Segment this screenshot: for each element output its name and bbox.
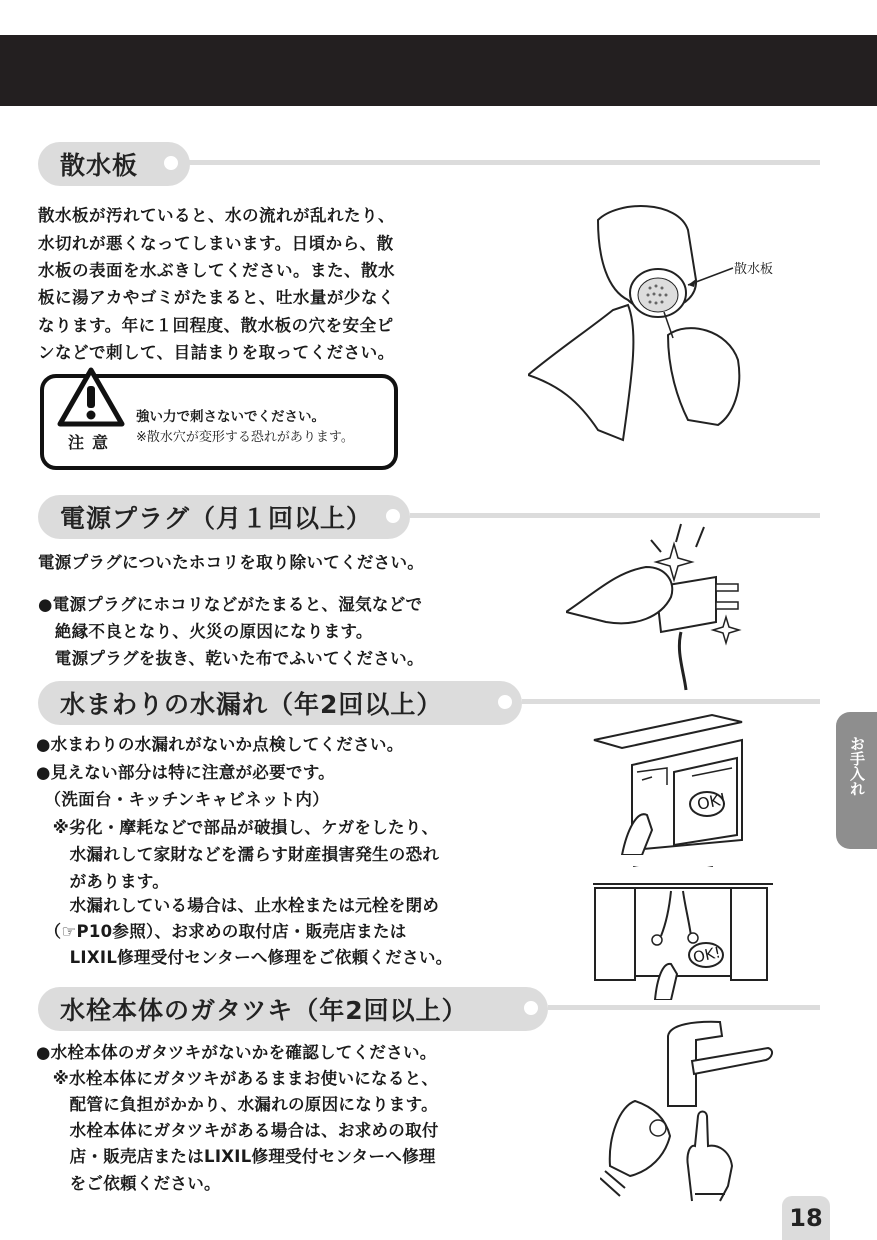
leak-line: 水漏れして家財などを濡らす財産損害発生の恐れ bbox=[36, 845, 440, 864]
body-line: 水板の表面を水ぶきしてください。また、散水 bbox=[38, 261, 395, 280]
warning-triangle-icon bbox=[56, 366, 126, 430]
ok-label-1: OK! bbox=[695, 789, 729, 814]
faucet-line: ●水栓本体のガタツキがないかを確認してください。 bbox=[36, 1043, 437, 1062]
faucet-line: をご依頼ください。 bbox=[36, 1174, 221, 1193]
caution-label: 注意 bbox=[68, 433, 117, 452]
faucet-line: 水栓本体にガタツキがある場合は、お求めの取付 bbox=[36, 1121, 439, 1140]
body-line: 板に湯アカやゴミがたまると、吐水量が少なく bbox=[38, 288, 395, 307]
heading-dot bbox=[384, 507, 402, 525]
body-line: 水切れが悪くなってしまいます。日頃から、散 bbox=[38, 234, 394, 253]
section-title: 散水板 bbox=[60, 151, 139, 180]
leak-line: ●水まわりの水漏れがないか点検してください。 bbox=[36, 735, 404, 754]
plug-bullet: ●電源プラグにホコリなどがたまると、湿気などで bbox=[38, 595, 423, 614]
heading-rule bbox=[410, 513, 820, 518]
section-title: 水まわりの水漏れ（年2回以上） bbox=[60, 690, 443, 719]
plug-bullet: 絶縁不良となり、火災の原因になります。 bbox=[38, 622, 373, 641]
leak-line: があります。 bbox=[36, 872, 170, 891]
sansuiban-callout: 散水板 bbox=[734, 262, 774, 277]
faucet-line: ※水栓本体にガタツキがあるままお使いになると、 bbox=[36, 1069, 439, 1088]
caution-box bbox=[40, 374, 398, 470]
section-title-pill bbox=[38, 495, 410, 539]
heading-rule bbox=[188, 160, 820, 165]
caution-text-1: 強い力で刺さないでください。 bbox=[136, 409, 325, 425]
faucet-check-illustration bbox=[600, 1016, 775, 1206]
ok-label-2: OK! bbox=[691, 943, 723, 967]
section-title-pill bbox=[38, 681, 522, 725]
faucet-line: 配管に負担がかかり、水漏れの原因になります。 bbox=[36, 1095, 438, 1114]
page-number: 18 bbox=[782, 1196, 830, 1240]
plug-bullet: 電源プラグを抜き、乾いた布でふいてください。 bbox=[38, 649, 424, 668]
plug-cleaning-illustration bbox=[566, 522, 756, 692]
plug-intro: 電源プラグについたホコリを取り除いてください。 bbox=[38, 553, 425, 572]
kitchen-cabinet-illustration bbox=[593, 866, 773, 1000]
heading-rule bbox=[522, 699, 820, 704]
top-header-bar bbox=[0, 35, 877, 106]
heading-dot bbox=[522, 999, 540, 1017]
section-heading-sansuiban bbox=[38, 142, 828, 186]
caution-text-2: ※散水穴が変形する恐れがあります。 bbox=[136, 430, 354, 445]
faucet-line: 店・販売店またはLIXIL修理受付センターへ修理 bbox=[36, 1147, 436, 1166]
leak-line: ●見えない部分は特に注意が必要です。 bbox=[36, 763, 335, 782]
side-tab-label: お手入れ bbox=[848, 736, 866, 796]
body-line: ンなどで刺して、目詰まりを取ってください。 bbox=[38, 343, 395, 362]
heading-dot bbox=[496, 693, 514, 711]
section-title: 電源プラグ（月１回以上） bbox=[60, 504, 373, 533]
heading-rule bbox=[548, 1005, 820, 1010]
leak-line: （☞P10参照）、お求めの取付店・販売店または bbox=[36, 922, 407, 941]
body-line: なります。年に１回程度、散水板の穴を安全ピ bbox=[38, 316, 394, 335]
leak-line: 水漏れしている場合は、止水栓または元栓を閉め bbox=[36, 896, 440, 915]
leak-line: （洗面台・キッチンキャビネット内） bbox=[36, 790, 329, 809]
leak-line: ※劣化・摩耗などで部品が破損し、ケガをしたり、 bbox=[36, 818, 439, 837]
section-title-pill bbox=[38, 987, 548, 1031]
side-tab-care[interactable] bbox=[836, 712, 877, 849]
faucet-cleaning-illustration bbox=[528, 200, 788, 445]
leak-line: LIXIL修理受付センターへ修理をご依頼ください。 bbox=[36, 948, 453, 967]
vanity-cabinet-illustration bbox=[592, 710, 752, 855]
heading-dot bbox=[162, 154, 180, 172]
body-line: 散水板が汚れていると、水の流れが乱れたり、 bbox=[38, 206, 395, 225]
section-title: 水栓本体のガタツキ（年2回以上） bbox=[60, 996, 468, 1025]
